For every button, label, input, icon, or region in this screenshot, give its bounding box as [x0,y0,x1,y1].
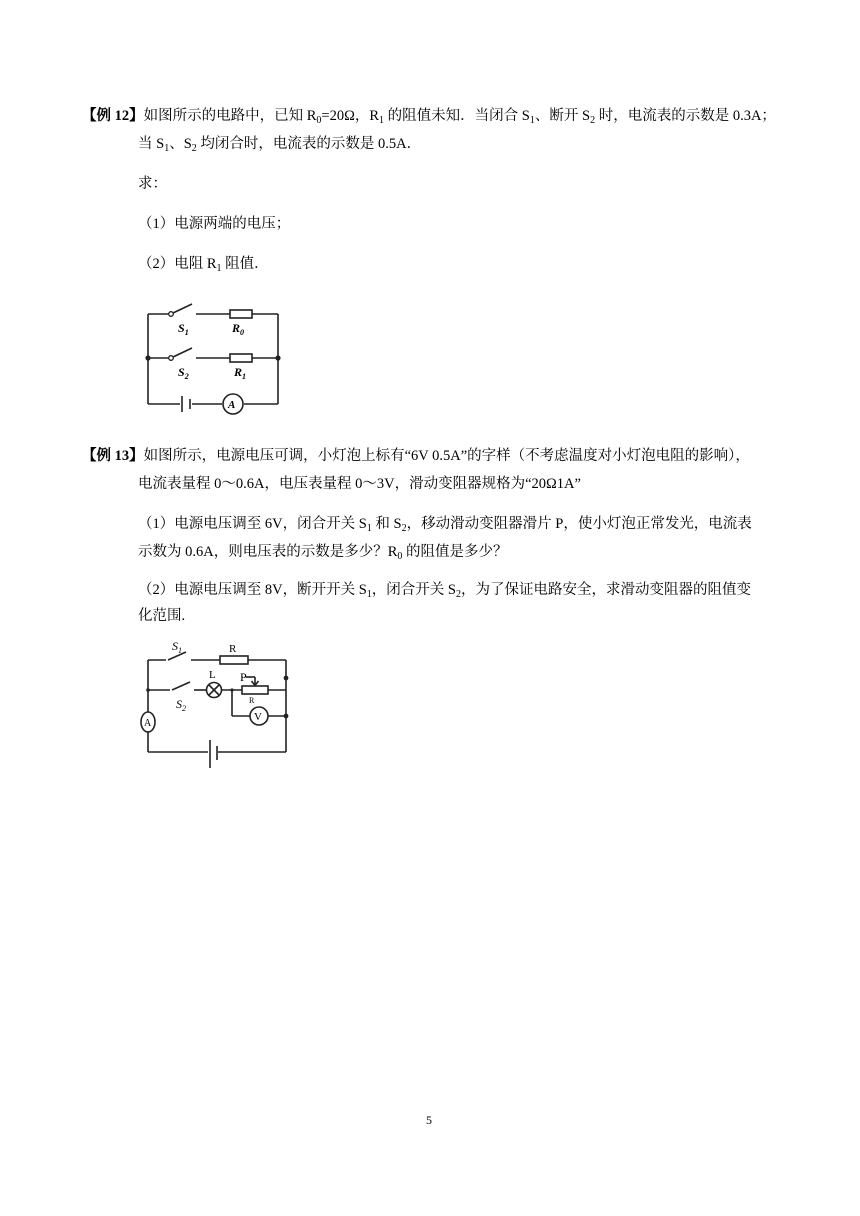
example12-tag: 【例 12】 [82,108,144,124]
example12-line2: 当 $S_1$、$S_2$ 均闭合时，电流表的示数是 0.5A． [138,136,422,154]
voltmeter-label: V [254,711,262,723]
example13-circuit-diagram [136,640,296,775]
example13-line1: 【例 13】如图所示，电源电压可调，小灯泡上标有“6V 0.5A”的字样（不考虑温度对小灯泡电阻的影响）， [82,448,750,464]
ammeter-label: A [144,718,152,729]
label-s1: $S_1$ [178,321,189,337]
example13-line2: 电流表量程 0～0.6A，电压表量程 0～3V，滑动变阻器规格为“20Ω1A” [138,476,581,492]
example12-question-1: （1）电源两端的电压； [138,216,291,232]
example13-question-2-line1: （2）电源电压调至 8V，断开开关 $S_1$，闭合开关 $S_2$，为了保证电路安全，求滑动变阻器的阻值变 [138,582,751,600]
label-r0: $R_0$ [232,321,245,337]
example12-circuit-diagram [140,296,290,416]
example13-question-1-line1: （1）电源电压调至 6V，闭合开关 $S_1$ 和 $S_2$，移动滑动变阻器滑片 P，使小灯泡正常发光，电流表 [138,516,752,534]
label-r1: $R_1$ [234,365,247,381]
label-r-slider: R [249,696,255,705]
label-s2: $S_2$ [178,365,189,381]
example13-question-1-line2: 示数为 0.6A，则电压表的示数是多少？$R_0$ 的阻值是多少？ [138,544,508,562]
example12-ask: 求： [138,176,167,192]
label-s1: $S_1$ [172,639,182,655]
label-lamp: L [209,669,216,681]
example12-question-2: （2）电阻 $R_1$ 阻值． [138,256,269,274]
example13-tag: 【例 13】 [82,448,144,464]
label-s2: $S_2$ [176,697,186,713]
label-r-top: R [229,643,237,655]
ammeter-label: A [228,399,236,411]
example12-line1: 【例 12】如图所示的电路中，已知 $R_0=20\Omega$，$R_1$ 的阻值未知．当闭合 $S_1$、断开 $S_2$ 时，电流表的示数是 0.3A； [82,108,776,126]
example13-question-2-line2: 化范围. [138,608,186,624]
label-slider-p: P [240,670,247,684]
page-number: 5 [426,1113,432,1127]
